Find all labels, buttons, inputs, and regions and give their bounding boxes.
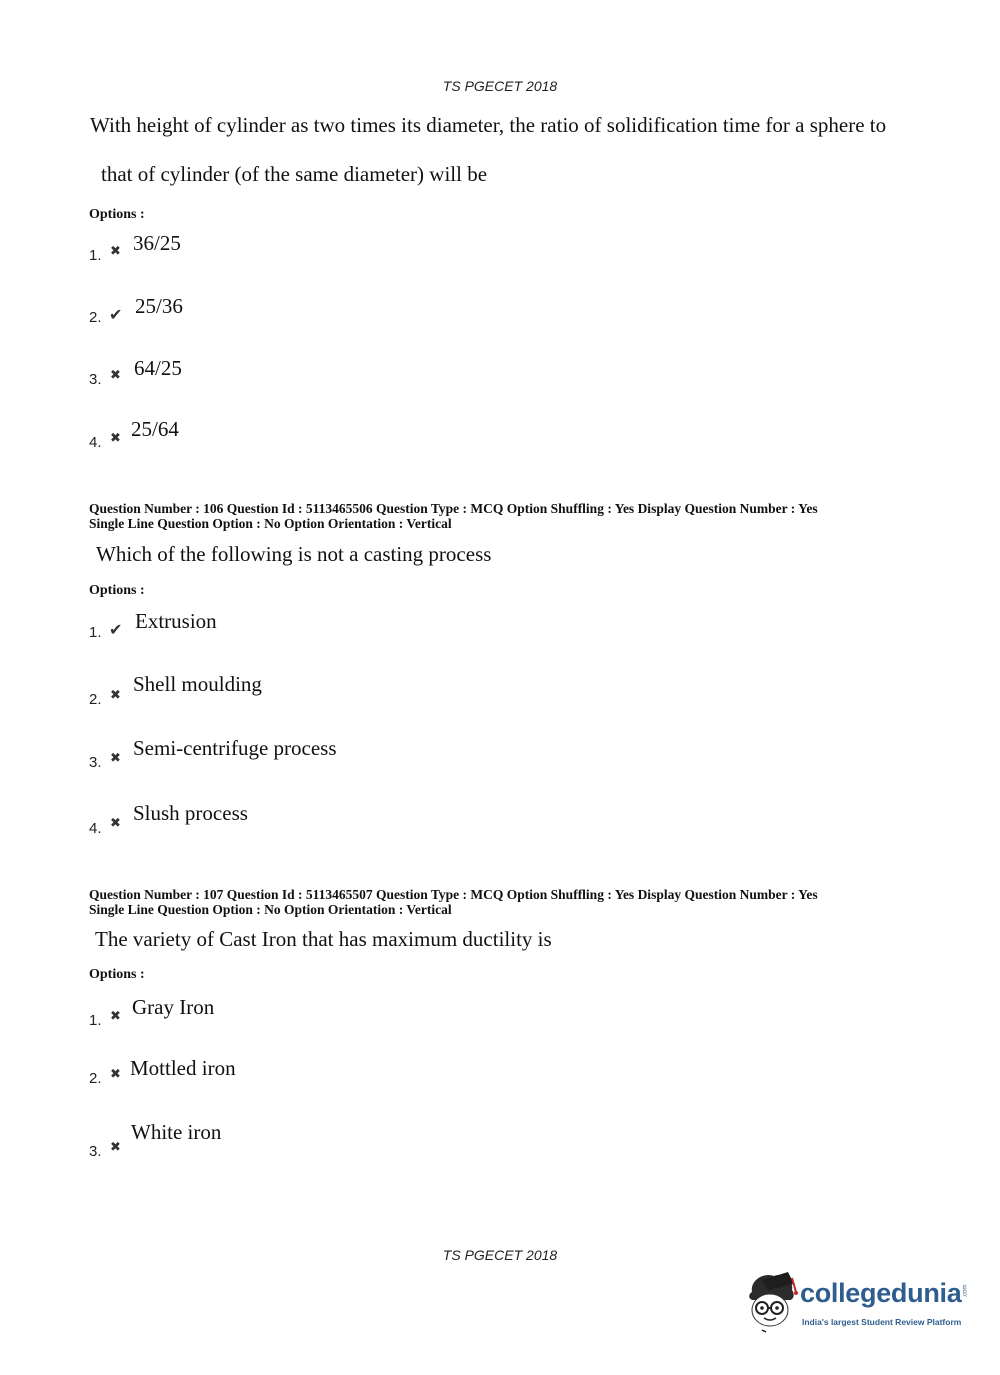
options-label: Options : (89, 583, 145, 598)
wrong-icon: ✖ (110, 244, 121, 259)
option-text: Shell moulding (133, 672, 262, 696)
question-text-line2: that of cylinder (of the same diameter) will be (101, 162, 488, 186)
wrong-icon: ✖ (110, 751, 121, 766)
option-number: 2. (89, 1070, 102, 1087)
wrong-icon: ✖ (110, 688, 121, 703)
question-meta-line2: Single Line Question Option : No Option Orientation : Vertical (89, 516, 452, 531)
page-header: TS PGECET 2018 (442, 78, 558, 94)
option-number: 1. (89, 1012, 102, 1029)
page-footer: TS PGECET 2018 (442, 1247, 558, 1263)
option-number: 3. (89, 754, 102, 771)
option-number: 3. (89, 371, 102, 388)
options-label: Options : (89, 967, 145, 982)
wrong-icon: ✖ (110, 1140, 121, 1155)
option-text: White iron (131, 1120, 222, 1144)
wrong-icon: ✖ (110, 1067, 121, 1082)
option-number: 2. (89, 691, 102, 708)
question-text-line1: With height of cylinder as two times its diameter, the ratio of solidification time for a sphere to (90, 113, 887, 137)
question-meta-line2: Single Line Question Option : No Option Orientation : Vertical (89, 902, 452, 917)
question-meta-line1: Question Number : 106 Question Id : 5113465506 Question Type : MCQ Option Shuffling : Yes Display Question Number : Yes (89, 501, 818, 516)
options-label: Options : (89, 207, 145, 222)
option-number: 1. (89, 247, 102, 264)
option-text: 64/25 (134, 356, 182, 380)
logo-tagline: India's largest Student Review Platform (802, 1317, 962, 1327)
question-text: Which of the following is not a casting process (96, 542, 492, 566)
logo-suffix: .com (962, 1284, 969, 1298)
option-number: 4. (89, 434, 102, 451)
check-icon: ✔ (109, 620, 123, 639)
wrong-icon: ✖ (110, 431, 121, 446)
wrong-icon: ✖ (110, 816, 121, 831)
option-text: Mottled iron (130, 1056, 236, 1080)
option-text: Semi-centrifuge process (133, 736, 337, 760)
mascot-icon (742, 1270, 800, 1336)
option-text: 25/64 (131, 417, 179, 441)
option-number: 3. (89, 1143, 102, 1160)
option-text: 25/36 (135, 294, 183, 318)
wrong-icon: ✖ (110, 368, 121, 383)
logo-name: collegedunia (800, 1278, 962, 1308)
option-text: Gray Iron (132, 995, 215, 1019)
option-number: 1. (89, 624, 102, 641)
option-number: 2. (89, 309, 102, 326)
question-meta-line1: Question Number : 107 Question Id : 5113465507 Question Type : MCQ Option Shuffling : Yes Display Question Number : Yes (89, 887, 818, 902)
collegedunia-logo (742, 1268, 982, 1343)
option-text: Extrusion (135, 609, 217, 633)
option-text: Slush process (133, 801, 248, 825)
option-number: 4. (89, 820, 102, 837)
check-icon: ✔ (109, 305, 123, 324)
option-text: 36/25 (133, 231, 181, 255)
question-text: The variety of Cast Iron that has maximum ductility is (95, 927, 552, 951)
wrong-icon: ✖ (110, 1009, 121, 1024)
